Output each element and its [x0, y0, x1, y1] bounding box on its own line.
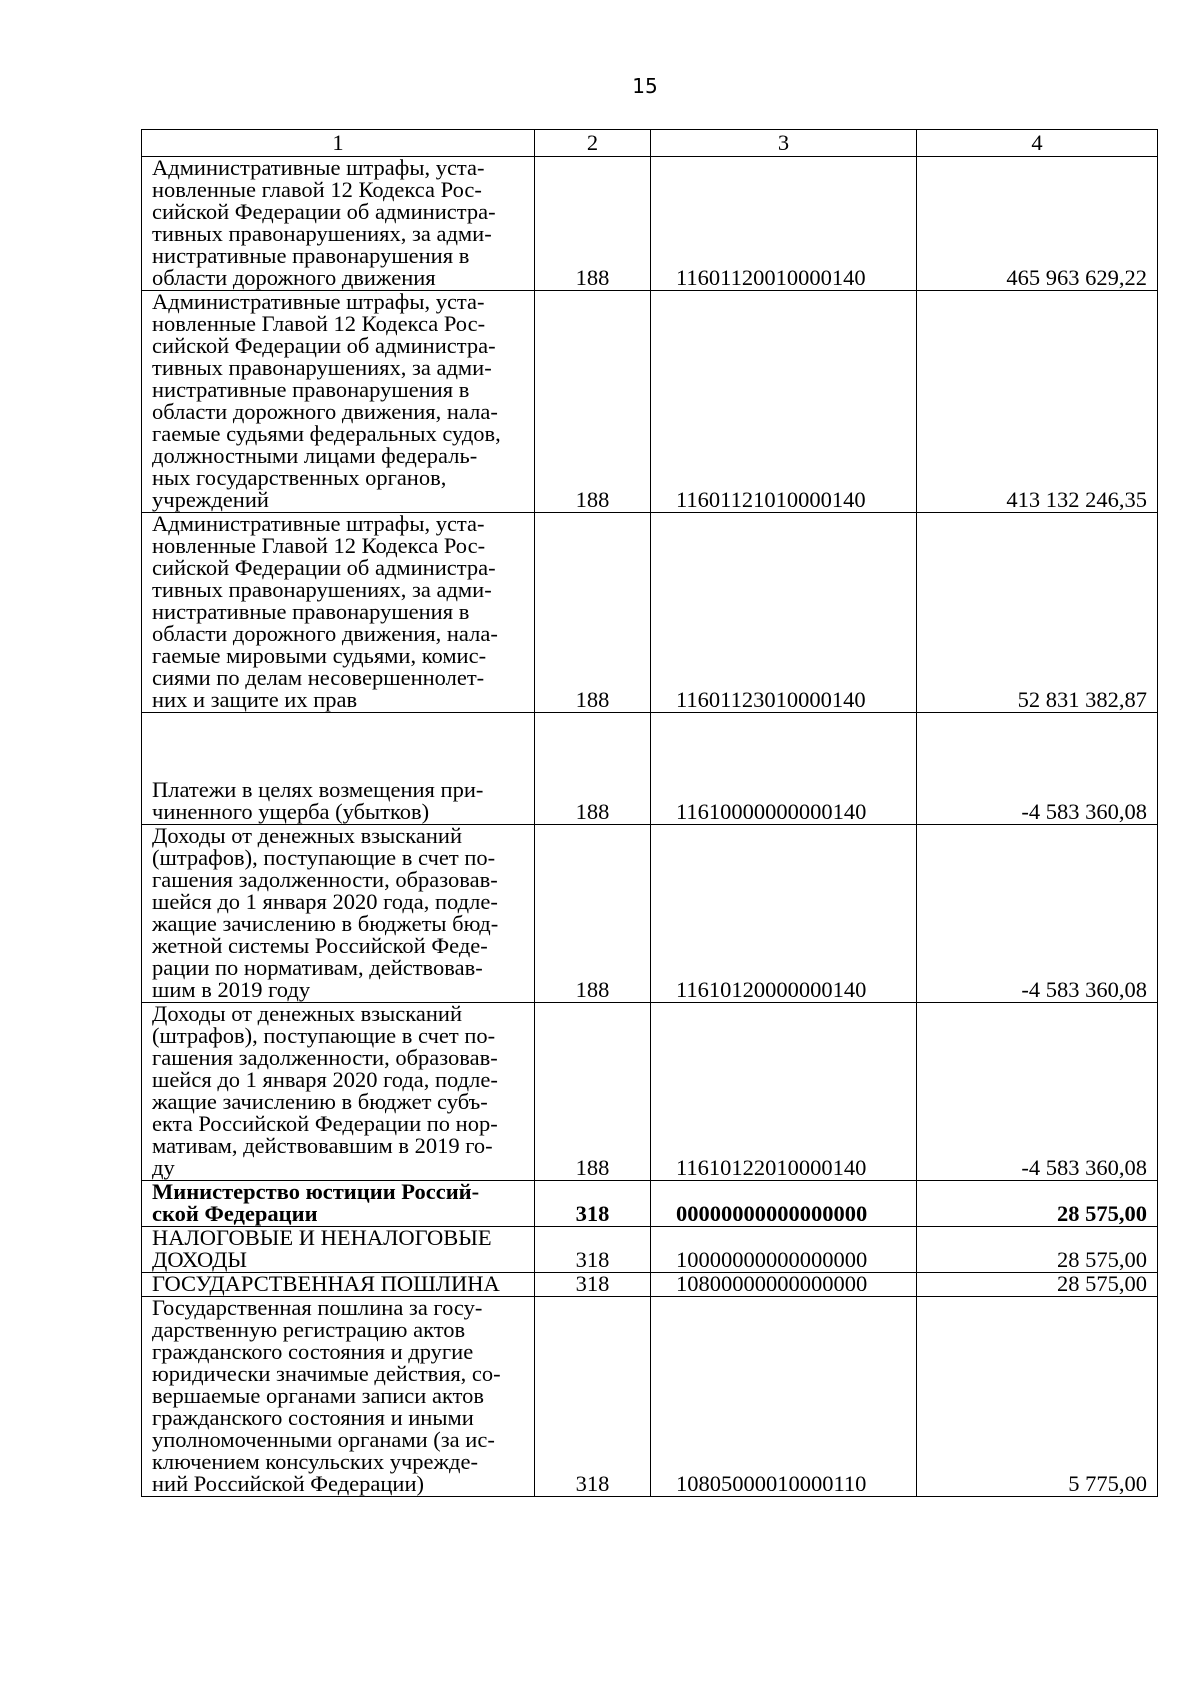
admin-code-cell: 188 — [535, 1003, 651, 1181]
revenue-name-cell: Административные штрафы, уста- новленные Главой 12 Кодекса Рос- сийской Федерации об администра- тивных правонарушениях, за адми- нистративные правонарушения в области дорожного движения, нала- гаемые мировыми судьями, комис- сиями по делам несовершеннолет- них и защите их прав — [142, 513, 535, 713]
amount-cell: 465 963 629,22 — [917, 157, 1158, 291]
admin-code-cell: 318 — [535, 1181, 651, 1227]
budget-code-cell: 10800000000000000 — [651, 1273, 917, 1297]
admin-code-cell: 188 — [535, 713, 651, 825]
admin-code-cell: 318 — [535, 1227, 651, 1273]
budget-code-cell: 11601120010000140 — [651, 157, 917, 291]
budget-code-cell: 11610120000000140 — [651, 825, 917, 1003]
table-row — [142, 1227, 1158, 1273]
admin-code-cell: 188 — [535, 825, 651, 1003]
header-cell: 3 — [651, 130, 917, 157]
admin-code-cell: 188 — [535, 157, 651, 291]
amount-cell: 413 132 246,35 — [917, 291, 1158, 513]
amount-cell: -4 583 360,08 — [917, 1003, 1158, 1181]
budget-code-cell: 10805000010000110 — [651, 1297, 917, 1497]
amount-cell: 28 575,00 — [917, 1181, 1158, 1227]
budget-code-cell: 11601123010000140 — [651, 513, 917, 713]
revenue-name-cell: ГОСУДАРСТВЕННАЯ ПОШЛИНА — [142, 1273, 535, 1297]
table-row — [142, 291, 1158, 513]
amount-cell: 28 575,00 — [917, 1273, 1158, 1297]
revenue-name-cell: Доходы от денежных взысканий (штрафов), поступающие в счет по- гашения задолженности, образовав- шейся до 1 января 2020 года, подле- жащие зачислению в бюджет субъ- екта Российской Федерации по нор- мативам, действовавшим в 2019 го- ду — [142, 1003, 535, 1181]
amount-cell: -4 583 360,08 — [917, 713, 1158, 825]
table-row — [142, 825, 1158, 1003]
table-body — [142, 130, 1158, 1497]
amount-cell: 5 775,00 — [917, 1297, 1158, 1497]
table-row — [142, 1273, 1158, 1297]
table-row — [142, 513, 1158, 713]
table-row — [142, 713, 1158, 825]
budget-code-cell: 10000000000000000 — [651, 1227, 917, 1273]
header-cell: 4 — [917, 130, 1158, 157]
admin-code-cell: 318 — [535, 1273, 651, 1297]
amount-cell: 52 831 382,87 — [917, 513, 1158, 713]
page-number: 15 — [632, 74, 658, 98]
revenue-name-cell: Доходы от денежных взысканий (штрафов), поступающие в счет по- гашения задолженности, образовав- шейся до 1 января 2020 года, подле- жащие зачислению в бюджеты бюд- жетной системы Российской Феде- рации по нормативам, действовав- шим в 2019 году — [142, 825, 535, 1003]
table-row — [142, 1003, 1158, 1181]
revenue-name-cell: Платежи в целях возмещения при- чиненного ущерба (убытков) — [142, 713, 535, 825]
revenue-name-cell: Административные штрафы, уста- новленные главой 12 Кодекса Рос- сийской Федерации об администра- тивных правонарушениях, за адми- нистративные правонарушения в области дорожного движения — [142, 157, 535, 291]
table-row — [142, 157, 1158, 291]
amount-cell: 28 575,00 — [917, 1227, 1158, 1273]
revenue-name-cell: Министерство юстиции Россий- ской Федерации — [142, 1181, 535, 1227]
revenue-name-cell: Государственная пошлина за госу- дарственную регистрацию актов гражданского состояния и другие юридически значимые действия, со- вершаемые органами записи актов гражданского состояния и иными уполномоченными органами (за ис- ключением консульских учрежде- ний Российской Федерации) — [142, 1297, 535, 1497]
admin-code-cell: 318 — [535, 1297, 651, 1497]
header-cell: 1 — [142, 130, 535, 157]
budget-table — [141, 129, 1158, 1497]
table-header-row — [142, 130, 1158, 157]
table-row — [142, 1297, 1158, 1497]
admin-code-cell: 188 — [535, 291, 651, 513]
header-cell: 2 — [535, 130, 651, 157]
revenue-name-cell: Административные штрафы, уста- новленные Главой 12 Кодекса Рос- сийской Федерации об администра- тивных правонарушениях, за адми- нистративные правонарушения в области дорожного движения, нала- гаемые судьями федеральных судов, должностными лицами федераль- ных государственных органов, учреждений — [142, 291, 535, 513]
admin-code-cell: 188 — [535, 513, 651, 713]
revenue-name-cell: НАЛОГОВЫЕ И НЕНАЛОГОВЫЕ ДОХОДЫ — [142, 1227, 535, 1273]
budget-code-cell: 11610122010000140 — [651, 1003, 917, 1181]
budget-code-cell: 00000000000000000 — [651, 1181, 917, 1227]
table-row — [142, 1181, 1158, 1227]
budget-code-cell: 11610000000000140 — [651, 713, 917, 825]
budget-code-cell: 11601121010000140 — [651, 291, 917, 513]
amount-cell: -4 583 360,08 — [917, 825, 1158, 1003]
